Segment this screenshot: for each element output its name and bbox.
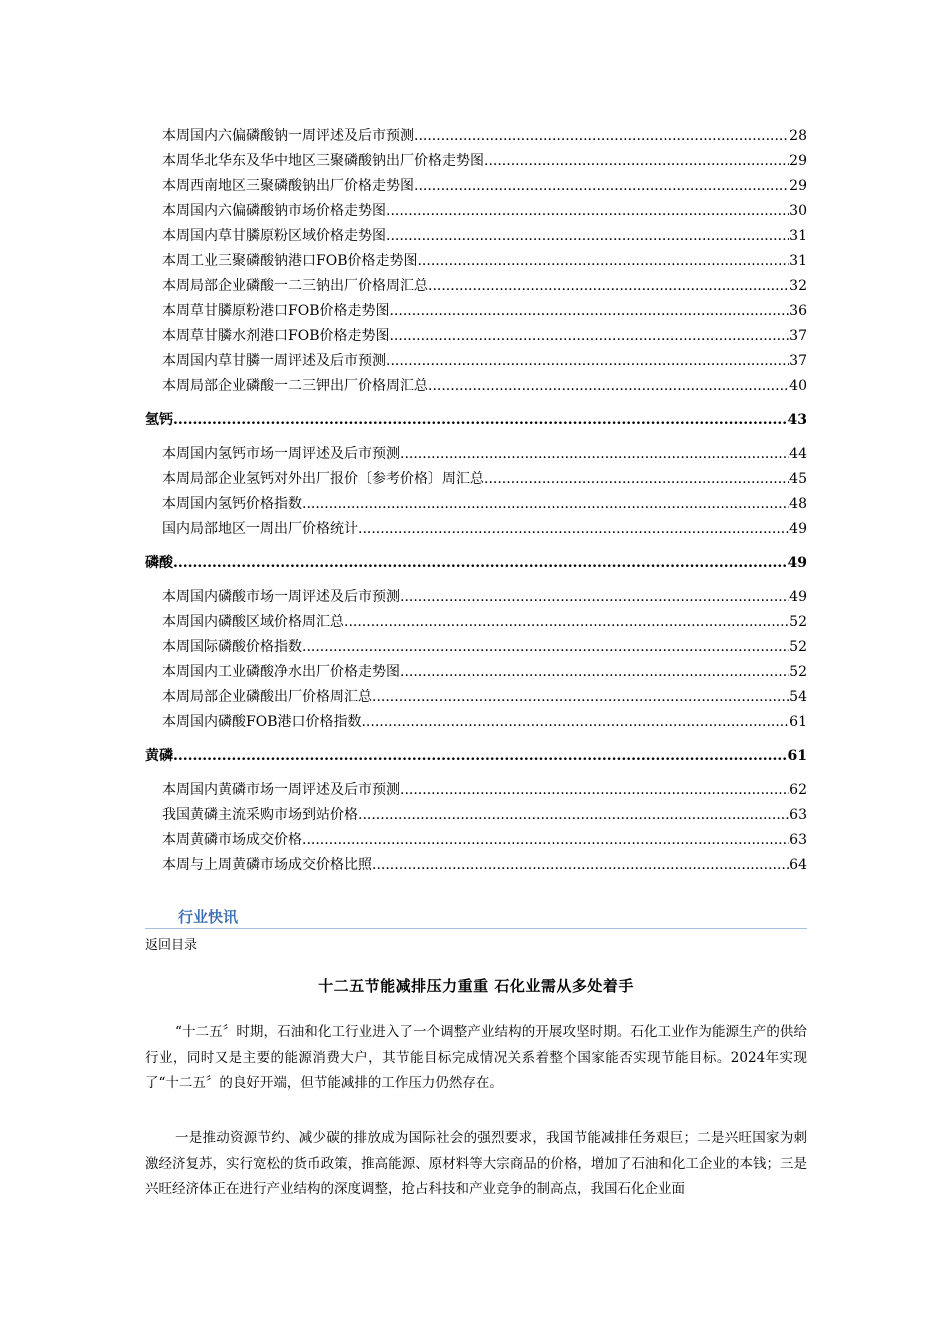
toc-entry-page: 54 bbox=[789, 689, 807, 705]
toc-entry[interactable] bbox=[145, 249, 807, 274]
toc-entry[interactable] bbox=[145, 585, 807, 610]
toc-entry[interactable] bbox=[145, 853, 807, 878]
toc-leader-dots bbox=[372, 685, 789, 710]
toc-entry-title: 本周国内六偏磷酸钠一周评述及后市预测 bbox=[162, 128, 414, 144]
toc-leader-dots bbox=[389, 299, 789, 324]
toc-entry-page: 61 bbox=[789, 714, 807, 730]
toc-entry-page: 63 bbox=[789, 807, 807, 823]
toc-entry-page: 28 bbox=[789, 128, 807, 144]
toc-leader-dots bbox=[389, 324, 789, 349]
toc-leader-dots bbox=[400, 585, 789, 610]
article-title: 十二五节能减排压力重重 石化业需从多处着手 bbox=[318, 977, 634, 995]
toc-entry-title: 本周国内磷酸FOB港口价格指数 bbox=[162, 714, 362, 730]
toc-section-title: 磷酸 bbox=[145, 555, 173, 571]
toc-entry-title: 本周国内黄磷市场一周评述及后市预测 bbox=[162, 782, 400, 798]
toc-entry-page: 62 bbox=[789, 782, 807, 798]
toc-entry-title: 本周黄磷市场成交价格 bbox=[162, 832, 302, 848]
toc-entry-title: 本周草甘膦原粉港口FOB价格走势图 bbox=[162, 303, 390, 319]
toc-leader-dots bbox=[302, 492, 789, 517]
toc-entry-page: 45 bbox=[789, 471, 807, 487]
toc-entry-page: 52 bbox=[789, 664, 807, 680]
toc-leader-dots bbox=[386, 224, 789, 249]
toc-entry-title: 本周局部企业磷酸出厂价格周汇总 bbox=[162, 689, 372, 705]
toc-leader-dots bbox=[302, 828, 789, 853]
toc-entry-page: 32 bbox=[789, 278, 807, 294]
toc-leader-dots bbox=[400, 442, 789, 467]
toc-entry-title: 本周国内氢钙价格指数 bbox=[162, 496, 302, 512]
toc-entry-title: 我国黄磷主流采购市场到站价格 bbox=[162, 807, 358, 823]
toc-leader-dots bbox=[173, 551, 788, 576]
toc-entry-page: 52 bbox=[789, 614, 807, 630]
toc-entry[interactable] bbox=[145, 828, 807, 853]
toc-entry[interactable] bbox=[145, 124, 807, 149]
toc-leader-dots bbox=[484, 467, 789, 492]
toc-section-title: 黄磷 bbox=[145, 748, 173, 764]
toc-entry-title: 国内局部地区一周出厂价格统计 bbox=[162, 521, 358, 537]
toc-leader-dots bbox=[302, 635, 789, 660]
toc-entry-title: 本周国内磷酸区域价格周汇总 bbox=[162, 614, 344, 630]
toc-leader-dots bbox=[400, 660, 789, 685]
toc-leader-dots bbox=[414, 124, 789, 149]
toc-entry-page: 30 bbox=[789, 203, 807, 219]
toc-entry-page: 37 bbox=[789, 328, 807, 344]
toc-entry-title: 本周局部企业磷酸一二三钠出厂价格周汇总 bbox=[162, 278, 428, 294]
toc-leader-dots bbox=[400, 778, 789, 803]
toc-leader-dots bbox=[344, 610, 789, 635]
toc-leader-dots bbox=[173, 744, 788, 769]
toc-entry[interactable] bbox=[145, 610, 807, 635]
toc-entry-page: 63 bbox=[789, 832, 807, 848]
toc-section-huanglin[interactable] bbox=[145, 744, 807, 769]
back-to-toc-link[interactable]: 返回目录 bbox=[145, 938, 198, 953]
toc-entry[interactable] bbox=[145, 349, 807, 374]
article-paragraph: “十二五〞时期，石油和化工行业进入了一个调整产业结构的开展攻坚时期。石化工业作为能源生产的供给行业，同时又是主要的能源消费大户，其节能目标完成情况关系着整个国家能否实现节能目标。2024年实现了“十二五〞的良好开端，但节能减排的工作压力仍然存在。 bbox=[145, 1024, 807, 1091]
toc-entry[interactable] bbox=[145, 517, 807, 542]
toc-leader-dots bbox=[372, 853, 789, 878]
toc-entry[interactable] bbox=[145, 374, 807, 399]
toc-entry[interactable] bbox=[145, 660, 807, 685]
toc-entry[interactable] bbox=[145, 324, 807, 349]
toc-leader-dots bbox=[361, 710, 789, 735]
toc-entry[interactable] bbox=[145, 492, 807, 517]
toc-entry[interactable] bbox=[145, 778, 807, 803]
toc-leader-dots bbox=[417, 249, 789, 274]
toc-entry-title: 本周国内工业磷酸净水出厂价格走势图 bbox=[162, 664, 400, 680]
toc-leader-dots bbox=[358, 517, 789, 542]
toc-section-page: 61 bbox=[787, 748, 807, 764]
toc-entry-title: 本周草甘膦水剂港口FOB价格走势图 bbox=[162, 328, 390, 344]
toc-entry-title: 本周工业三聚磷酸钠港口FOB价格走势图 bbox=[162, 253, 418, 269]
toc-entry-page: 49 bbox=[789, 521, 807, 537]
toc-entry-page: 29 bbox=[789, 178, 807, 194]
table-of-contents bbox=[145, 124, 807, 878]
heading-underline bbox=[145, 928, 807, 929]
toc-entry-title: 本周国内草甘膦一周评述及后市预测 bbox=[162, 353, 386, 369]
toc-entry[interactable] bbox=[145, 710, 807, 735]
section-heading-industry-news: 行业快讯 bbox=[178, 908, 239, 926]
toc-entry-title: 本周西南地区三聚磷酸钠出厂价格走势图 bbox=[162, 178, 414, 194]
toc-entry-page: 31 bbox=[789, 253, 807, 269]
toc-leader-dots bbox=[484, 149, 789, 174]
toc-entry[interactable] bbox=[145, 199, 807, 224]
toc-section-qinggai[interactable] bbox=[145, 408, 807, 433]
toc-entry-title: 本周国内草甘膦原粉区域价格走势图 bbox=[162, 228, 386, 244]
toc-entry-page: 49 bbox=[789, 589, 807, 605]
toc-section-page: 49 bbox=[787, 555, 807, 571]
toc-entry-title: 本周局部企业磷酸一二三钾出厂价格周汇总 bbox=[162, 378, 428, 394]
toc-section-title: 氢钙 bbox=[145, 412, 173, 428]
toc-section-linsuan[interactable] bbox=[145, 551, 807, 576]
toc-entry[interactable] bbox=[145, 803, 807, 828]
toc-entry[interactable] bbox=[145, 467, 807, 492]
toc-leader-dots bbox=[428, 374, 789, 399]
toc-entry-page: 40 bbox=[789, 378, 807, 394]
toc-entry-title: 本周局部企业氢钙对外出厂报价〔参考价格〕周汇总 bbox=[162, 471, 484, 487]
toc-entry-page: 36 bbox=[789, 303, 807, 319]
toc-entry-title: 本周华北华东及华中地区三聚磷酸钠出厂价格走势图 bbox=[162, 153, 484, 169]
toc-entry-page: 64 bbox=[789, 857, 807, 873]
toc-leader-dots bbox=[386, 349, 789, 374]
toc-entry[interactable] bbox=[145, 224, 807, 249]
toc-leader-dots bbox=[386, 199, 789, 224]
toc-entry-page: 44 bbox=[789, 446, 807, 462]
toc-entry-page: 48 bbox=[789, 496, 807, 512]
toc-entry[interactable] bbox=[145, 635, 807, 660]
toc-entry[interactable] bbox=[145, 149, 807, 174]
article-paragraph: 一是推动资源节约、减少碳的排放成为国际社会的强烈要求，我国节能减排任务艰巨；二是兴旺国家为刺激经济复苏，实行宽松的货币政策，推高能源、原材料等大宗商品的价格，增加了石油和化工企业的本钱；三是兴旺经济体正在进行产业结构的深度调整，抢占科技和产业竞争的制高点，我国石化企业面 bbox=[145, 1130, 807, 1197]
toc-entry-title: 本周国内六偏磷酸钠市场价格走势图 bbox=[162, 203, 386, 219]
toc-entry-title: 本周国内氢钙市场一周评述及后市预测 bbox=[162, 446, 400, 462]
toc-entry-title: 本周国内磷酸市场一周评述及后市预测 bbox=[162, 589, 400, 605]
toc-leader-dots bbox=[428, 274, 789, 299]
toc-entry[interactable] bbox=[145, 442, 807, 467]
toc-entry[interactable] bbox=[145, 274, 807, 299]
toc-leader-dots bbox=[173, 408, 788, 433]
toc-entry-page: 52 bbox=[789, 639, 807, 655]
toc-leader-dots bbox=[414, 174, 789, 199]
toc-section-page: 43 bbox=[787, 412, 807, 428]
toc-entry-title: 本周与上周黄磷市场成交价格比照 bbox=[162, 857, 372, 873]
toc-entry-page: 29 bbox=[789, 153, 807, 169]
toc-entry-title: 本周国际磷酸价格指数 bbox=[162, 639, 302, 655]
toc-entry[interactable] bbox=[145, 685, 807, 710]
toc-leader-dots bbox=[358, 803, 789, 828]
toc-entry-page: 31 bbox=[789, 228, 807, 244]
toc-entry[interactable] bbox=[145, 174, 807, 199]
toc-entry-page: 37 bbox=[789, 353, 807, 369]
toc-entry[interactable] bbox=[145, 299, 807, 324]
